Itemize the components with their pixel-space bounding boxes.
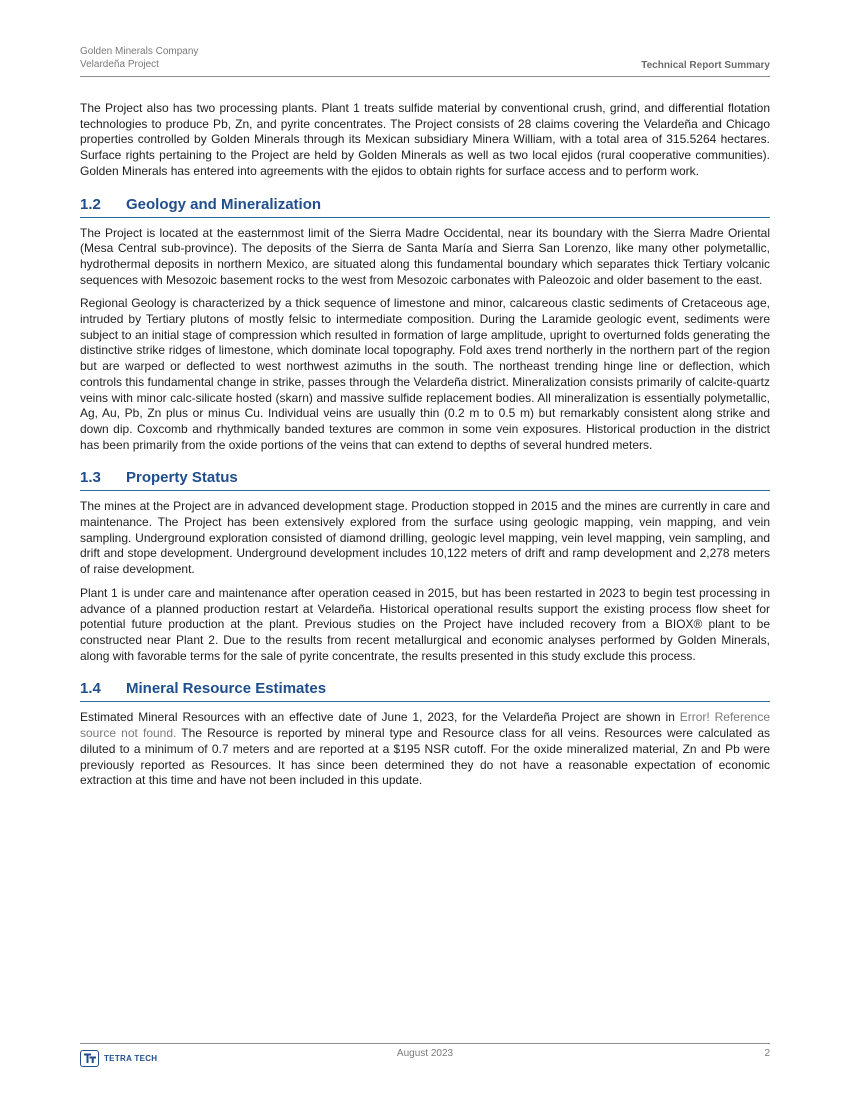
property-status-paragraph: The mines at the Project are in advanced development stage. Production stopped in 2015 and the mines are currently in care and maintenance. The Project has been extensively explored from the surface using geologic mapping, vein mapping, and vein sampling. Underground exploration consisted of diamond drilling, geologic level mapping, vein level mapping, vein sampling, and drift and stope development. Underground development includes 10,122 meters of drift and ramp development and 2,278 meters of raise development.	[80, 499, 770, 577]
footer-date: August 2023	[396, 1048, 454, 1059]
text-run: The Resource is reported by mineral type and Resource class for all veins. Resources were calculated as diluted to a minimum of 0.7 meters and are reported at a $195 NSR cutoff. For the oxide mineralized material, Zn and Pb were previously reported as Resources. It has since been determined they do not have a reasonable expectation of economic extraction at this time and have not been included in this update.	[80, 726, 770, 788]
section-title: Mineral Resource Estimates	[126, 680, 327, 698]
page-header	[80, 44, 770, 77]
page-number: 2	[764, 1048, 770, 1059]
company-name: Golden Minerals Company	[80, 46, 199, 57]
text-run: Estimated Mineral Resources with an effective date of June 1, 2023, for the Velardeña Project are shown in	[80, 710, 680, 725]
intro-paragraph: The Project also has two processing plants. Plant 1 treats sulfide material by conventional crush, grind, and differential flotation technologies to produce Pb, Zn, and pyrite concentrates. The Project consists of 28 claims covering the Velardeña and Chicago properties controlled by Golden Minerals through its Mexican subsidiary Minera William, with a total area of 315.5264 hectares. Surface rights pertaining to the Project are held by Golden Minerals as well as two local ejidos (rural cooperative communities). Golden Minerals has entered into agreements with the ejidos to obtain rights for surface access and to perform work.	[80, 101, 770, 178]
section-heading-geology	[80, 196, 770, 218]
section-heading-mineral-resources	[80, 680, 770, 702]
geology-paragraph: The Project is located at the easternmost limit of the Sierra Madre Occidental, near its boundary with the Sierra Madre Oriental (Mesa Central sub-province). The deposits of the Sierra de Santa María and Sierra San Lorenzo, like many other polymetallic, hydrothermal deposits in northern Mexico, are situated along this fundamental boundary which separates thick Tertiary volcanic sequences with Mesozoic basement rocks to the west from Mesozoic carbonates with Paleozoic and older basement to the east.	[80, 225, 770, 287]
section-title: Property Status	[126, 469, 238, 487]
geology-paragraph: Regional Geology is characterized by a thick sequence of limestone and minor, calcareous clastic sediments of Cretaceous age, intruded by Tertiary plutons of mostly felsic to intermediate composition. During the Laramide geologic event, sediments were subject to an initial stage of compression which resulted in formation of large amplitude, upright to overturned folds generating the distinctive strike ridges of limestone, which dominate local topography. Fold axes trend northerly in the northern part of the region but are warped or deflected to west northwest azimuths in the south. The northeast trending hinge line or deflection, which controls this fundamental change in strike, passes through the Velardeña district. Mineralization consists primarily of calcite-quartz veins with minor calc-silicate hosted (skarn) and massive sulfide replacement bodies. All mineralization is essentially polymetallic, Ag, Au, Pb, Zn plus or minus Cu. Individual veins are usually thin (0.2 m to 0.5 m) but remarkably consistent along strike and down dip. Coxcomb and rhythmically banded textures are common in some vein exposures. Historical production in the district has been primarily from the oxide portions of the veins that can extend to depths of several hundred meters.	[80, 296, 770, 452]
logo-text: TETRA TECH	[104, 1054, 158, 1063]
page-footer	[80, 1043, 770, 1068]
report-type: Technical Report Summary	[641, 60, 770, 71]
section-title: Geology and Mineralization	[126, 195, 322, 213]
project-name: Velardeña Project	[80, 59, 159, 70]
section-number: 1.3	[80, 469, 101, 487]
property-status-paragraph: Plant 1 is under care and maintenance after operation ceased in 2015, but has been restarted in 2023 to begin test processing in advance of a planned production restart at Velardeña. Historical operational results support the existing process flow sheet for potential future production at the plant. Previous studies on the Project have included recovery from a BIOX® plant to be constructed near Plant 2. Due to the results from recent metallurgical and economic analyses performed by Golden Minerals, along with favorable terms for the sale of pyrite concentrate, the results presented in this study exclude this process.	[80, 585, 770, 663]
section-heading-property-status	[80, 469, 770, 491]
mineral-resources-paragraph	[80, 710, 770, 789]
section-number: 1.2	[80, 195, 101, 213]
broken-reference: Error! Reference source not found.	[80, 710, 771, 741]
document-body	[80, 101, 770, 797]
section-number: 1.4	[80, 680, 101, 698]
